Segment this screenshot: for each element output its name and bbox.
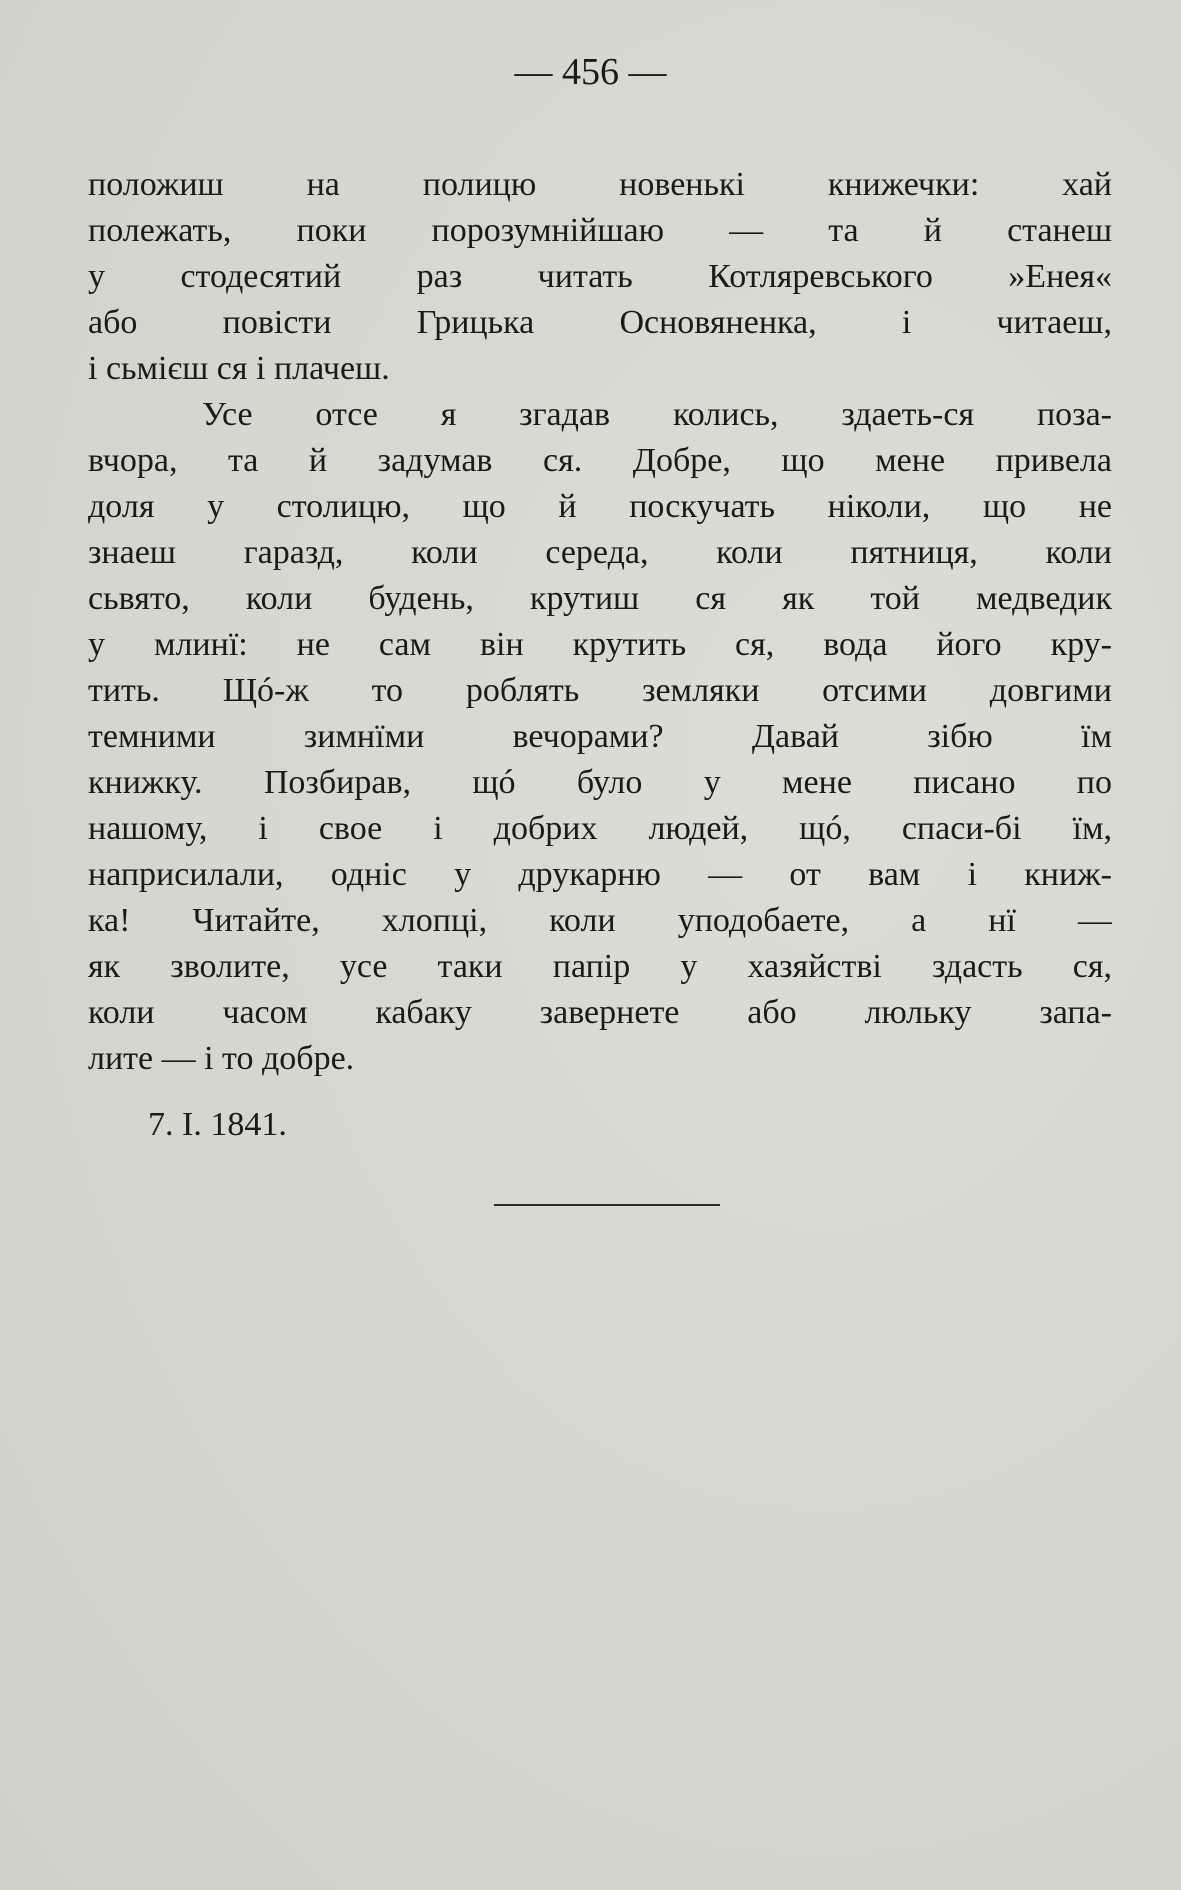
section-divider: [494, 1204, 720, 1206]
text-line: вчора, та й задумав ся. Добре, що мене привела: [88, 442, 1112, 479]
text-line: і сьмієш ся і плачеш.: [88, 350, 390, 387]
text-line: положиш на полицю новенькі книжечки: хай: [88, 166, 1112, 203]
text-line: у стодесятий раз читать Котляревського »Енея«: [88, 258, 1112, 295]
text-line: тить. Щó-ж то роблять земляки отсими довгими: [88, 672, 1112, 709]
text-line: знаеш гаразд, коли середа, коли пятниця, коли: [88, 534, 1112, 571]
text-line: полежать, поки порозумнійшаю — та й станеш: [88, 212, 1112, 249]
text-line: коли часом кабаку завернете або люльку запа-: [88, 994, 1112, 1031]
text-line: ка! Читайте, хлопці, коли уподобаете, а нї —: [88, 902, 1112, 939]
text-line: лите — і то добре.: [88, 1040, 355, 1077]
text-line: або повісти Грицька Основяненка, і читаеш,: [88, 304, 1112, 341]
text-line: книжку. Позбирав, щó було у мене писано по: [88, 764, 1112, 801]
text-line: нашому, і свое і добрих людей, щó, спаси-бі їм,: [88, 810, 1112, 847]
text-line: у млинї: не сам він крутить ся, вода його кру-: [88, 626, 1112, 663]
text-line: темними зимнїми вечорами? Давай зібю їм: [88, 718, 1112, 755]
text-line: Усе отсе я згадав колись, здаеть-ся поза-: [202, 396, 1112, 433]
date-line: 7. I. 1841.: [148, 1106, 287, 1143]
page-number: — 456 —: [514, 51, 667, 93]
text-line: наприсилали, одніс у друкарню — от вам і книж-: [88, 856, 1112, 893]
text-line: як зволите, усе таки папір у хазяйстві здасть ся,: [88, 948, 1112, 985]
text-line: доля у столицю, що й поскучать ніколи, що не: [88, 488, 1112, 525]
text-line: сьвято, коли будень, крутиш ся як той медведик: [88, 580, 1112, 617]
body-text: [88, 162, 1112, 1082]
